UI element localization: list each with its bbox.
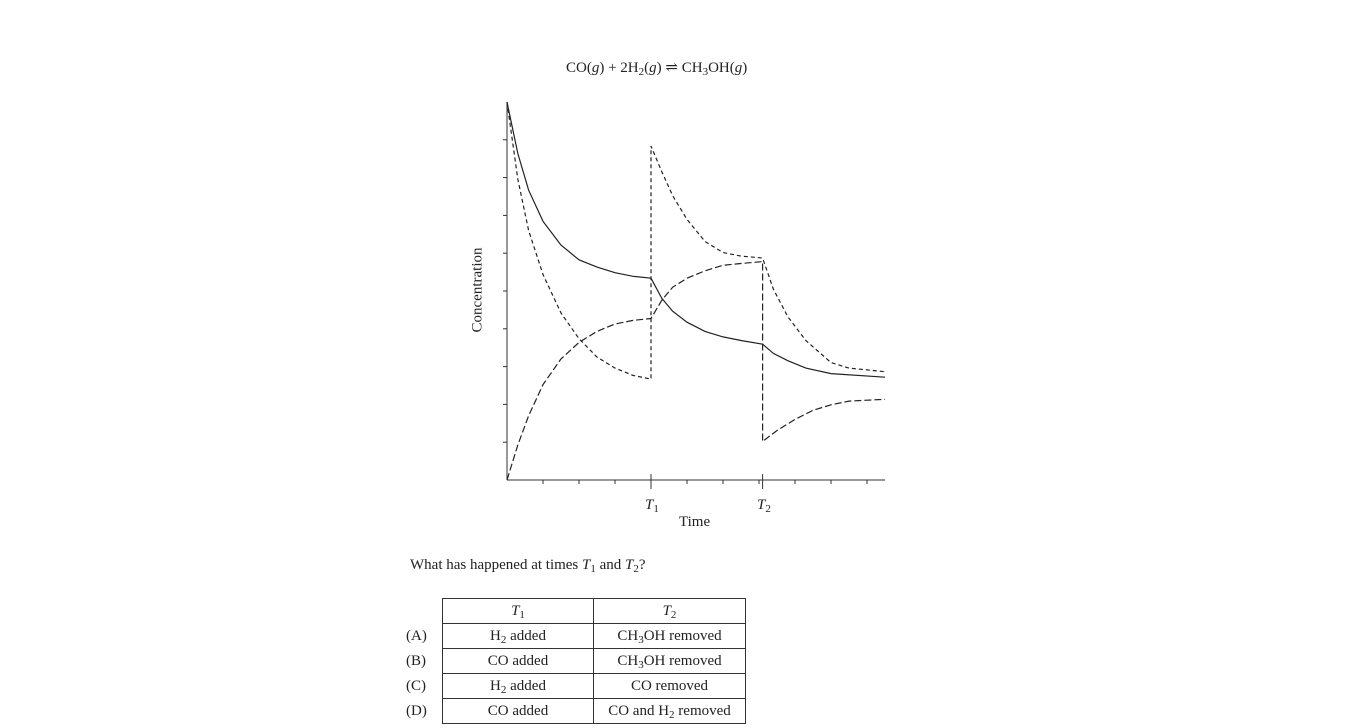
- eq-part: CO(: [566, 60, 592, 76]
- cell-text: CO added: [487, 703, 549, 719]
- t1-cell: [443, 624, 594, 649]
- x-axis-label: Time: [679, 514, 711, 530]
- choice-label[interactable]: (A): [406, 628, 427, 644]
- eq-part: ): [656, 60, 662, 76]
- cell-text: CH: [617, 628, 639, 644]
- series-line-2: [507, 102, 885, 379]
- header-letter: T: [511, 603, 520, 619]
- cell-sub: 2: [500, 634, 507, 646]
- tick-sub: 2: [765, 503, 771, 515]
- series-line-1: [507, 102, 885, 377]
- q-part: and: [595, 557, 626, 573]
- t2-cell: [594, 699, 746, 724]
- header-sub: 1: [519, 609, 525, 621]
- x-tick-label-t1: [645, 497, 659, 514]
- y-axis-label: Concentration: [469, 247, 486, 333]
- choice-label[interactable]: (D): [406, 703, 427, 719]
- cell-sub: 3: [638, 659, 644, 671]
- q-part: What has happened at times: [410, 557, 583, 573]
- header-spacer: [406, 599, 443, 624]
- table-row-a[interactable]: [406, 624, 746, 649]
- header-sub: 2: [670, 609, 677, 621]
- t2-cell: [594, 624, 746, 649]
- tick-sub: 1: [653, 503, 659, 515]
- t1-cell: [443, 699, 594, 724]
- t1-cell: [443, 649, 594, 674]
- t1-cell: [443, 674, 594, 699]
- cell-text: H: [490, 678, 501, 694]
- q-part: T: [625, 557, 634, 573]
- eq-part: OH(: [708, 60, 735, 76]
- x-tick-label-t2: [757, 497, 771, 514]
- cell-text: CH: [617, 653, 639, 669]
- cell-text: CO and H: [608, 703, 670, 719]
- eq-part: ) + 2H: [599, 60, 639, 76]
- t2-cell: [594, 649, 746, 674]
- series-line-3: [507, 262, 885, 480]
- table-header-row: [406, 599, 746, 624]
- cell-sub: 2: [500, 684, 507, 696]
- q-sub: 1: [590, 563, 596, 575]
- eq-part: g: [734, 60, 743, 76]
- eq-part: ): [742, 60, 748, 76]
- cell-text: OH removed: [643, 628, 722, 644]
- cell-text: added: [506, 678, 546, 694]
- t2-cell: [594, 674, 746, 699]
- cell-text: H: [490, 628, 501, 644]
- choice-label[interactable]: (C): [406, 678, 426, 694]
- cell-text: OH removed: [643, 653, 722, 669]
- cell-sub: 3: [638, 634, 644, 646]
- header-t1: [443, 599, 594, 624]
- eq-sub: 2: [638, 66, 645, 78]
- header-letter: T: [662, 603, 671, 619]
- eq-part: g: [591, 60, 600, 76]
- header-t2: [594, 599, 746, 624]
- eq-sub: 3: [702, 66, 709, 78]
- q-part: T: [582, 557, 591, 573]
- tick-letter: T: [645, 497, 654, 513]
- cell-text: CO removed: [630, 678, 709, 694]
- table-row-d[interactable]: [406, 699, 746, 724]
- choice-label[interactable]: (B): [406, 653, 426, 669]
- eq-part: g: [649, 60, 657, 76]
- q-sub: 2: [633, 563, 639, 575]
- eq-part: CH: [681, 60, 703, 76]
- tick-letter: T: [757, 497, 766, 513]
- table-row-c[interactable]: [406, 674, 746, 699]
- equilibrium-arrow-icon: ⇌: [665, 60, 678, 76]
- eq-part: (: [644, 60, 650, 76]
- question-text: [410, 557, 646, 574]
- q-part: ?: [638, 557, 646, 573]
- cell-text: added: [506, 628, 546, 644]
- cell-text: removed: [674, 703, 731, 719]
- answer-table: [406, 598, 746, 724]
- cell-sub: 2: [669, 709, 675, 721]
- cell-text: CO added: [487, 653, 549, 669]
- table-row-b[interactable]: [406, 649, 746, 674]
